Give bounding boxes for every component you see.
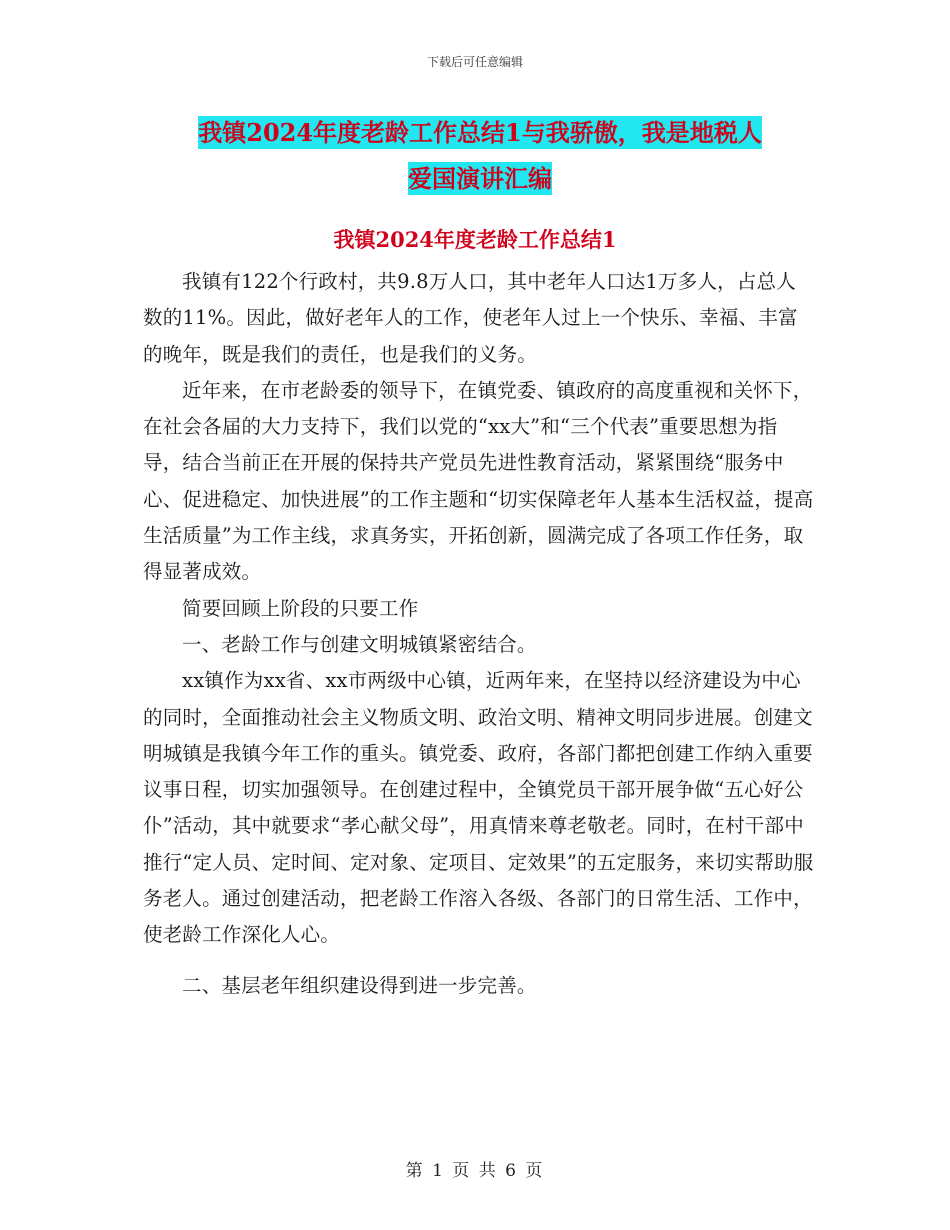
paragraph: 简要回顾上阶段的只要工作 [182,596,419,620]
paragraph: xx镇作为xx省、xx市两级中心镇，近两年来，在坚持以经济建设为中心的同时，全面推动社会主义物质文明、政治文明、精神文明同步进展。创建文明城镇是我镇今年工作的重头。镇党委、政府，各部门都把创建工作纳入重要议事日程，切实加强领导。在创建过程中，全镇党员干部开展争做“五心好公仆”活动，其中就要求“孝心献父母”，用真情来尊老敬老。同时，在村干部中推行“定人员、定时间、定对象、定项目、定效果”的五定服务，来切实帮助服务老人。通过创建活动，把老龄工作溶入各级、各部门的日常生活、工作中，使老龄工作深化人心。 [143,669,814,947]
document-title-line-1: 我镇2024年度老龄工作总结1与我骄傲，我是地税人 [198,118,762,147]
section-title: 我镇2024年度老龄工作总结1 [333,227,617,252]
paragraph: 我镇有122个行政村，共9.8万人口，其中老年人口达1万多人，占总人数的11%。因此，做好老年人的工作，使老年人过上一个快乐、幸福、丰富的晚年，既是我们的责任，也是我们的义务。 [143,270,798,366]
paragraph-heading: 一、老龄工作与创建文明城镇紧密结合。 [182,632,537,656]
document-title-line-2: 爱国演讲汇编 [408,164,552,193]
paragraph: 近年来，在市老龄委的领导下，在镇党委、镇政府的高度重视和关怀下，在社会各届的大力支持下，我们以党的“xx大”和“三个代表”重要思想为指导，结合当前正在开展的保持共产党员先进性教育活动，紧紧围绕“服务中心、促进稳定、加快进展”的工作主题和“切实保障老年人基本生活权益，提高生活质量”为工作主线，求真务实，开拓创新，圆满完成了各项工作任务，取得显著成效。 [143,378,814,584]
paragraph-heading: 二、基层老年组织建设得到进一步完善。 [182,973,537,997]
header-note: 下载后可任意编辑 [426,55,523,69]
document-body [143,264,815,1004]
page-footer: 第 1 页 共 6 页 [405,1161,545,1181]
document-title [140,110,820,202]
